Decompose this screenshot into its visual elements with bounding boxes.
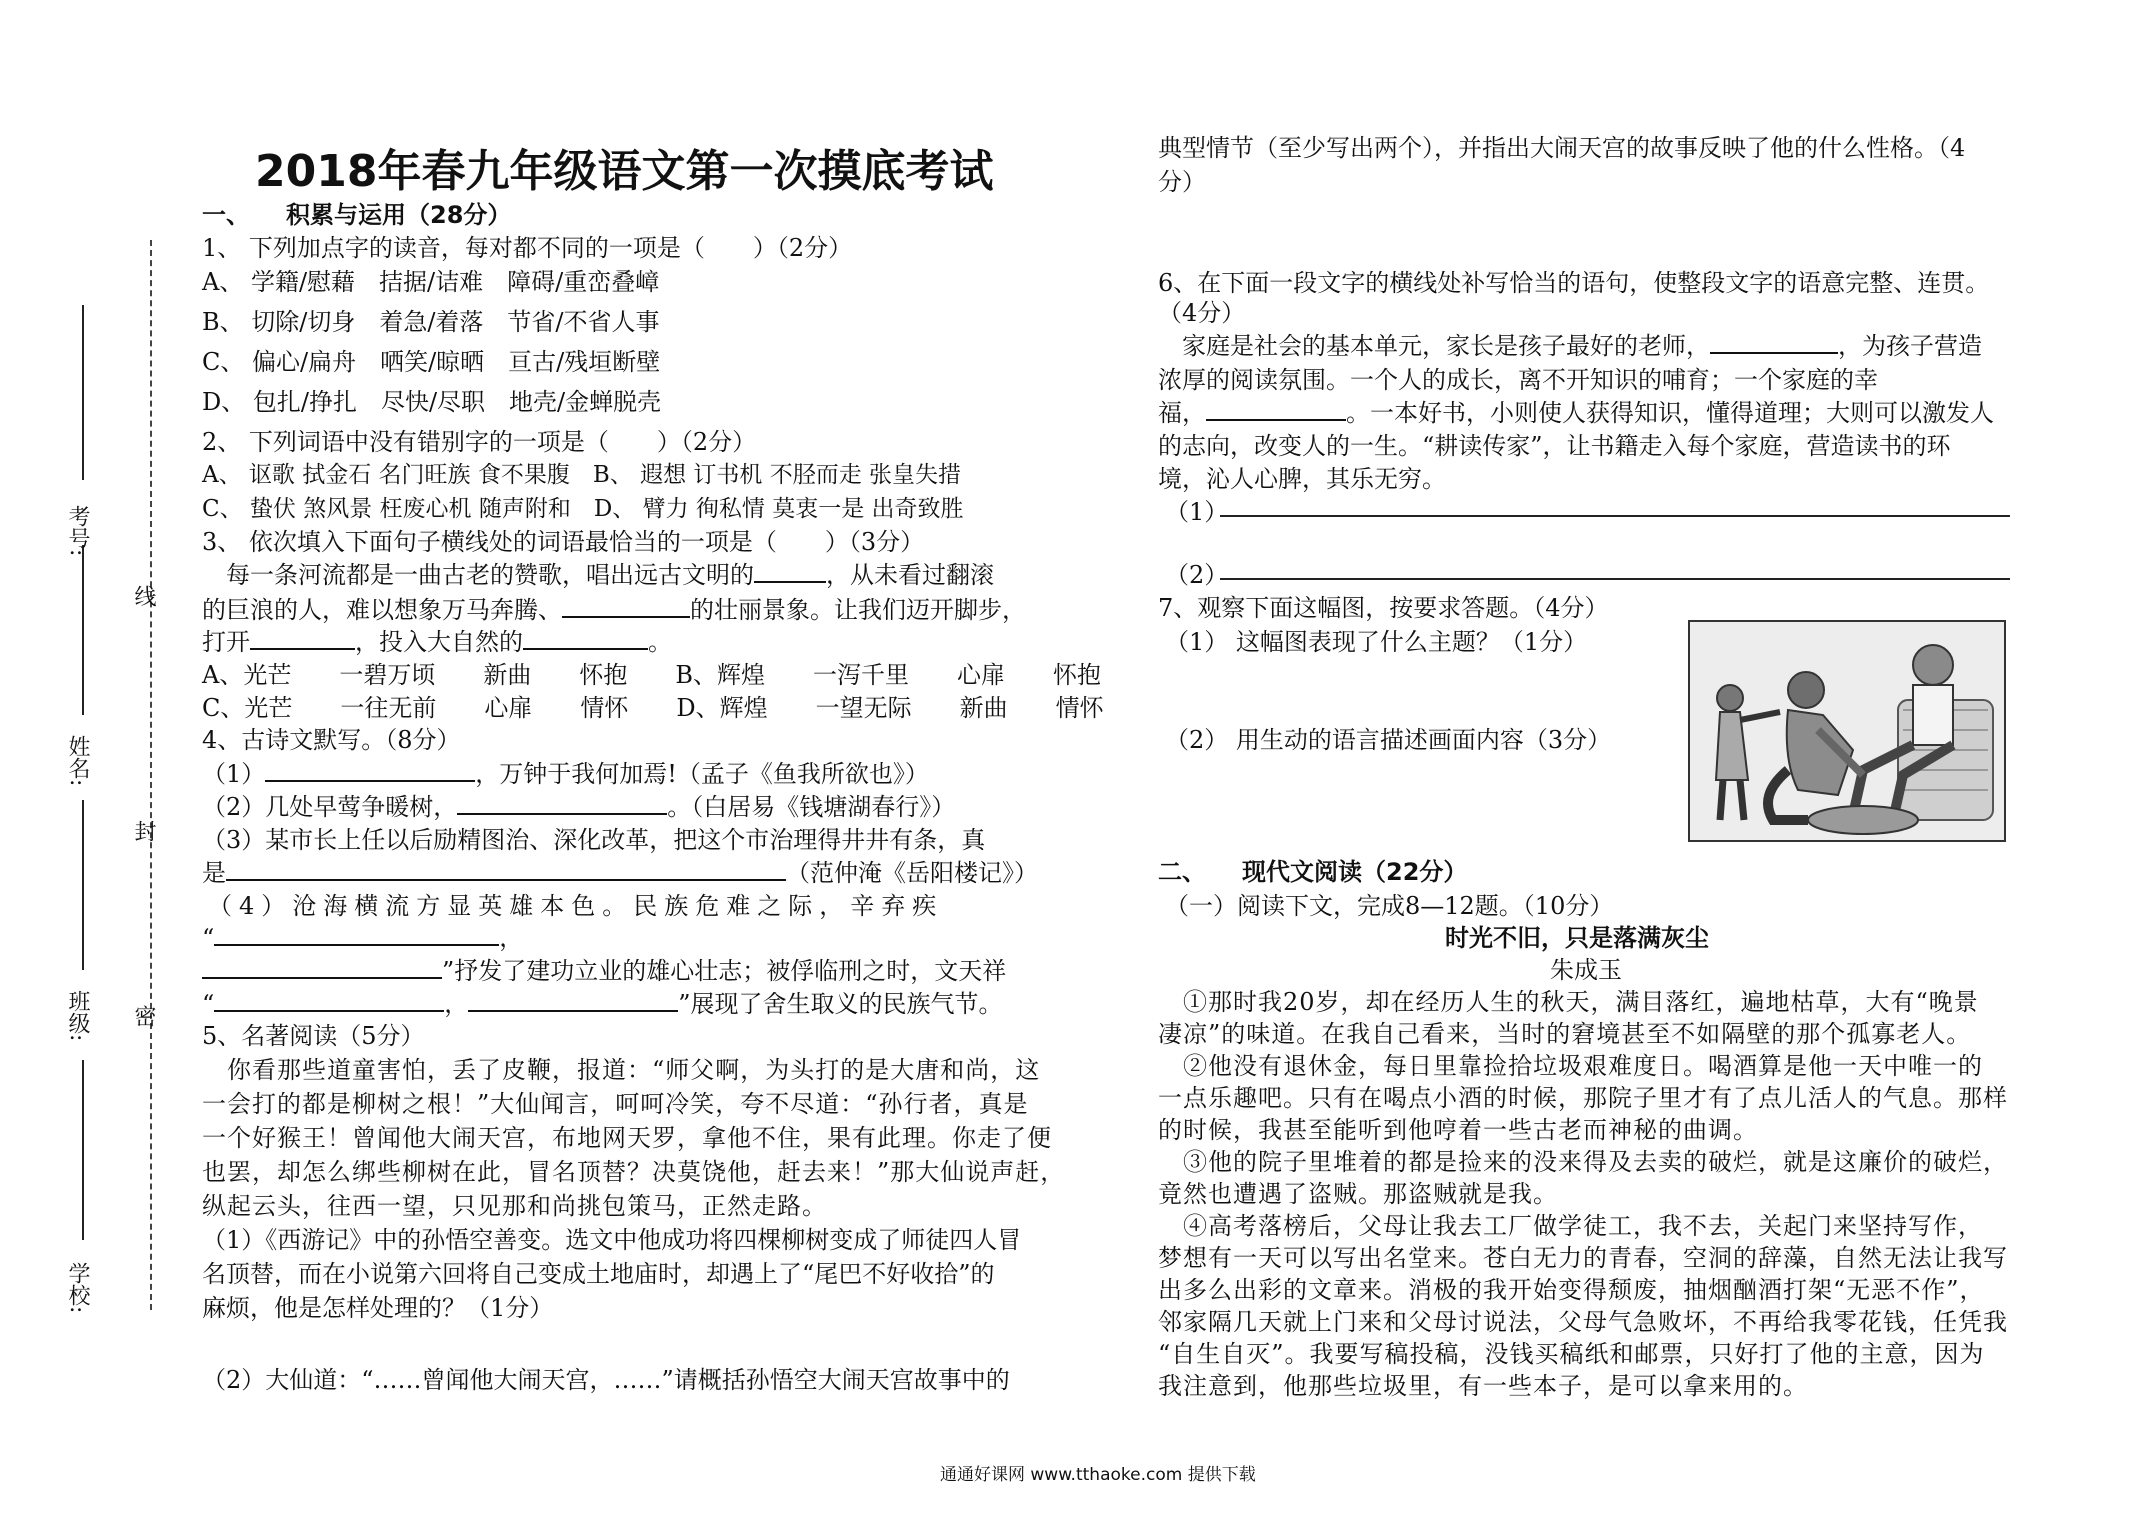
q1-option-d: D、 包扎/挣扎 尽快/尽职 地壳/金蝉脱壳 (202, 388, 662, 416)
q4-text: ， (444, 990, 469, 1018)
q3-text: ，从未看过翻滚 (826, 561, 994, 589)
q3-option-ab: A、光芒 一碧万顷 新曲 怀抱 B、辉煌 一泻千里 心扉 怀抱 (202, 661, 1101, 689)
article-line: 一点乐趣吧。只有在喝点小酒的时候，那院子里才有了点儿活人的气息。那样 (1158, 1084, 2008, 1112)
binding-label-name: 姓名: (65, 735, 90, 787)
q3-text: 的壮丽景象。让我们迈开脚步， (690, 596, 1026, 624)
q4-stem: 4、古诗文默写。（8分） (202, 726, 461, 754)
article-author: 朱成玉 (1550, 956, 1622, 984)
section1-heading: 一、 积累与运用（28分） (202, 201, 512, 229)
q3-option-cd: C、光芒 一往无前 心扉 情怀 D、辉煌 一望无际 新曲 情怀 (202, 694, 1104, 722)
q5-passage-line: 纵起云头，往西一望，只见那和尚挑包策马，正然走路。 (202, 1192, 827, 1220)
q4-text: ”抒发了建功立业的雄心壮志；被俘临刑之时，文天祥 (442, 957, 1007, 985)
binding-label-id: 考号: (65, 505, 90, 557)
q7-sub2: （2） 用生动的语言描述画面内容（3分） (1165, 726, 1612, 754)
q3-text: ，投入大自然的 (355, 628, 523, 656)
q6-line1 (1158, 326, 1982, 361)
q5-passage-line: 也罢，却怎么绑些柳树在此，冒名顶替？决莫饶他，赶去来！”那大仙说声赶， (202, 1158, 1066, 1186)
q4-line5: （4）沧海横流方显英雄本色。民族危难之际，辛弃疾 (208, 892, 944, 920)
article-line: ②他没有退休金，每日里靠捡拾垃圾艰难度日。喝酒算是他一天中唯一的 (1158, 1052, 1983, 1080)
q3-text: 。 (648, 628, 672, 656)
article-line: ④高考落榜后，父母让我去工厂做学徒工，我不去，关起门来坚持写作， (1158, 1212, 1983, 1240)
binding-blank-class (82, 800, 84, 970)
binding-label-school: 学校: (65, 1262, 90, 1314)
q4-blank-6[interactable] (214, 988, 444, 1012)
binding-blank-name (82, 545, 84, 715)
q3-line2 (202, 590, 1026, 625)
q4-text: “ (202, 990, 215, 1018)
q4-text: ， (499, 924, 524, 952)
q6-blank-1[interactable] (1710, 330, 1838, 354)
article-line: 我注意到，他那些垃圾里，有一些本子，是可以拿来用的。 (1158, 1372, 1808, 1400)
q6-line4: 的志向，改变人的一生。“耕读传家”，让书籍走入每个家庭，营造读书的环 (1158, 432, 1951, 460)
section2-heading: 二、 现代文阅读（22分） (1158, 858, 1468, 886)
q4-line7 (202, 951, 1006, 986)
q4-line1 (202, 754, 929, 789)
binding-mark-xian: 线 (131, 585, 156, 607)
q5-sub2-line: （2）大仙道：“……曾闻他大闹天宫，……”请概括孙悟空大闹天宫故事中的 (202, 1366, 1010, 1394)
q6-stem: 6、在下面一段文字的横线处补写恰当的语句，使整段文字的语意完整、连贯。 (1158, 269, 1990, 297)
q2-stem: 2、 下列词语中没有错别字的一项是（ ）（2分） (202, 428, 757, 456)
q5-sub2-cont: 分） (1158, 168, 1206, 196)
q6-text: 。一本好书，小则使人获得知识，懂得道理；大则可以激发人 (1346, 399, 1994, 427)
q1-option-b: B、 切除/切身 着急/着落 节省/不省人事 (202, 308, 660, 336)
q5-stem: 5、名著阅读（5分） (202, 1022, 425, 1050)
q5-sub1-line: 麻烦，他是怎样处理的？（1分） (202, 1294, 554, 1322)
q4-text: （2）几处早莺争暖树， (202, 793, 458, 821)
q6-answer-1-line[interactable] (1220, 515, 2010, 517)
article-line: 竟然也遭遇了盗贼。那盗贼就是我。 (1158, 1180, 1558, 1208)
q3-line1 (202, 555, 994, 590)
q6-text: 福， (1158, 399, 1206, 427)
q4-text: 。（白居易《钱塘湖春行》） (667, 793, 956, 821)
q3-line3 (202, 622, 672, 657)
q2-option-ab: A、 讴歌 拭金石 名门旺族 食不果腹 B、 遐想 订书机 不胫而走 张皇失措 (202, 462, 961, 488)
q7-stem: 7、观察下面这幅图，按要求答题。（4分） (1158, 594, 1609, 622)
q4-text: 是 (202, 859, 226, 887)
section2-part1: （一）阅读下文，完成8—12题。（10分） (1165, 892, 1614, 920)
q4-blank-4[interactable] (214, 922, 499, 946)
q1-option-c: C、 偏心/扁舟 哂笑/晾晒 亘古/残垣断壁 (202, 348, 661, 376)
q4-line4 (202, 853, 1038, 888)
q6-blank-2[interactable] (1206, 397, 1346, 421)
q2-option-cd: C、 蛰伏 煞风景 枉废心机 随声附和 D、 臂力 徇私情 莫衷一是 出奇致胜 (202, 496, 964, 522)
q4-line2 (202, 787, 955, 822)
q1-option-a: A、 学籍/慰藉 拮据/诘难 障碍/重峦叠嶂 (202, 268, 660, 296)
binding-label-class: 班级: (65, 990, 90, 1042)
article-title: 时光不旧，只是落满灰尘 (1445, 924, 1709, 952)
article-line: 梦想有一天可以写出名堂来。苍白无力的青春，空洞的辞藻，自然无法让我写 (1158, 1244, 2008, 1272)
q4-blank-3[interactable] (226, 857, 786, 881)
binding-blank-id (82, 305, 84, 480)
page-title: 2018年春九年级语文第一次摸底考试 (255, 146, 994, 197)
q3-text: 每一条河流都是一曲古老的赞歌，唱出远古文明的 (202, 561, 754, 589)
q4-line3: （3）某市长上任以后励精图治、深化改革，把这个市治理得井井有条，真 (202, 826, 986, 854)
q7-sub1: （1） 这幅图表现了什么主题？（1分） (1165, 628, 1588, 656)
article-line: “自生自灭”。我要写稿投稿，没钱买稿纸和邮票，只好打了他的主意，因为 (1158, 1340, 1985, 1368)
q4-blank-1[interactable] (265, 758, 475, 782)
q6-line5: 境，沁人心脾，其乐无穷。 (1158, 465, 1446, 493)
article-line: 的时候，我甚至能听到他哼着一些古老而神秘的曲调。 (1158, 1116, 1758, 1144)
family-illustration (1688, 620, 2006, 842)
q4-text: ，万钟于我何加焉!（孟子《鱼我所欲也》） (475, 760, 929, 788)
article-line: 出多么出彩的文章来。消极的我开始变得颓废，抽烟酗酒打架“无恶不作”， (1158, 1276, 1985, 1304)
q5-passage-line: 你看那些道童害怕，丢了皮鞭，报道：“师父啊，为头打的是大唐和尚，这 (202, 1056, 1041, 1084)
q5-sub2-cont: 典型情节（至少写出两个），并指出大闹天宫的故事反映了他的什么性格。（4 (1158, 134, 1966, 162)
article-line: ③他的院子里堆着的都是捡来的没来得及去卖的破烂，就是这廉价的破烂， (1158, 1148, 2008, 1176)
q3-blank-1[interactable] (754, 559, 826, 583)
footer-credit: 通通好课网 www.tthaoke.com 提供下载 (940, 1465, 1256, 1485)
q4-text: （1） (202, 760, 266, 788)
article-line: 凄凉”的味道。在我自己看来，当时的窘境甚至不如隔壁的那个孤寡老人。 (1158, 1020, 1972, 1048)
q4-text: （范仲淹《岳阳楼记》） (786, 859, 1038, 887)
q3-blank-4[interactable] (523, 626, 648, 650)
q4-text: ”展现了舍生取义的民族气节。 (678, 990, 1003, 1018)
q1-stem: 1、 下列加点字的读音，每对都不同的一项是（ ）（2分） (202, 234, 853, 262)
q3-text: 打开 (202, 628, 250, 656)
q4-blank-5[interactable] (202, 955, 442, 979)
q6-line2: 浓厚的阅读氛围。一个人的成长，离不开知识的哺育；一个家庭的幸 (1158, 366, 1878, 394)
binding-dashed-line (150, 240, 152, 1310)
q5-sub1-line: （1）《西游记》中的孙悟空善变。选文中他成功将四棵柳树变成了师徒四人冒 (202, 1226, 1022, 1254)
q4-text: “ (202, 924, 215, 952)
q5-passage-line: 一个好猴王！曾闻他大闹天宫，布地网天罗，拿他不住，果有此理。你走了便 (202, 1124, 1052, 1152)
q6-answer-2-label: （2） (1165, 561, 1229, 589)
q4-line6 (202, 918, 523, 953)
q6-line3 (1158, 393, 1994, 428)
q4-blank-2[interactable] (457, 791, 667, 815)
q6-text: 家庭是社会的基本单元，家长是孩子最好的老师， (1158, 332, 1710, 360)
q3-stem: 3、 依次填入下面句子横线处的词语最恰当的一项是（ ）（3分） (202, 528, 925, 556)
binding-blank-school (82, 1060, 84, 1240)
article-line: ①那时我20岁，却在经历人生的秋天，满目落红，遍地枯草，大有“晚景 (1158, 988, 1979, 1016)
q6-score: （4分） (1158, 299, 1246, 327)
binding-mark-mi: 密 (131, 1005, 156, 1027)
q5-sub1-line: 名顶替，而在小说第六回将自己变成土地庙时，却遇上了“尾巴不好收拾”的 (202, 1260, 995, 1288)
binding-mark-feng: 封 (131, 820, 156, 842)
q6-answer-2-line[interactable] (1220, 578, 2010, 580)
q3-blank-3[interactable] (250, 626, 355, 650)
q3-blank-2[interactable] (562, 594, 690, 618)
q5-passage-line: 一会打的都是柳树之根！”大仙闻言，呵呵冷笑，夸不尽道：“孙行者，真是 (202, 1090, 1029, 1118)
q6-answer-1-label: （1） (1165, 498, 1229, 526)
q4-blank-7[interactable] (468, 988, 678, 1012)
q3-text: 的巨浪的人，难以想象万马奔腾、 (202, 596, 562, 624)
q6-text: ，为孩子营造 (1838, 332, 1982, 360)
q4-line8 (202, 984, 1003, 1019)
article-line: 邻家隔几天就上门来和父母讨说法，父母气急败坏，不再给我零花钱，任凭我 (1158, 1308, 2008, 1336)
